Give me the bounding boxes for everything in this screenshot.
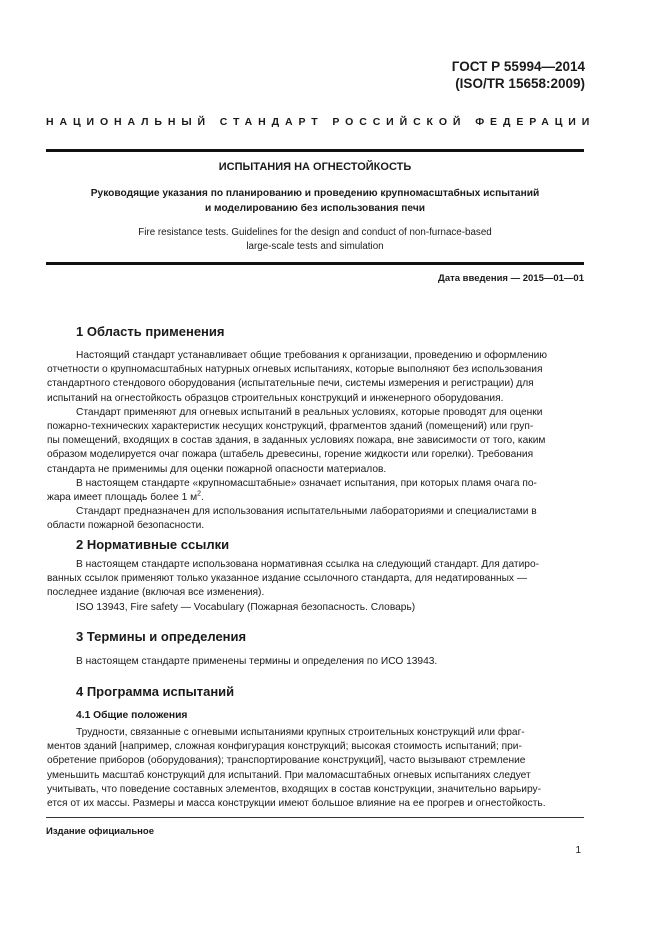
text-line: жара имеет площадь более 1 $м^2$. (47, 490, 204, 504)
text-line: области пожарной безопасности. (47, 520, 205, 532)
superscript: 2 (197, 490, 201, 498)
footer-rule (46, 817, 584, 818)
text-line: обретение приборов (оборудования); транспортирование конструкций], часто вызывают стремление (47, 755, 526, 767)
text-line: отчетности о крупномасштабных натурных огневых испытаниях, которые выполняют без использования (47, 364, 543, 376)
text-line: уменьшить масштаб конструкций для испытаний. При маломасштабных огневых испытаниях следует (47, 769, 531, 781)
english-title-line: Fire resistance tests. Guidelines for the design and conduct of non-furnace-based (138, 227, 492, 238)
text-line: В настоящем стандарте «крупномасштабные» означает испытания, при которых пламя очага по- (76, 477, 537, 489)
text-line: пожарно-технических характеристик несущих конструкций, фрагментов зданий (помещений) или груп- (47, 421, 534, 433)
text-line: стандарта не применимы для оценки пожарной опасности материалов. (47, 463, 387, 475)
standard-number-block (452, 58, 585, 92)
section-3-heading: 3 Термины и определения (76, 629, 247, 644)
subtitle-line: и моделированию без использования печи (204, 203, 426, 214)
english-title (46, 226, 584, 253)
text-line: ется от их массы. Размеры и масса конструкции имеют большое влияние на ее прогрев и огнестойкость. (47, 798, 546, 810)
text-line: стандартного стендового оборудования (испытательные печи, системы измерения и регистрации) для (47, 378, 534, 390)
text-line: пы помещений, входящих в состав здания, в заданных условиях пожара, вне зависимости от того, каким (47, 435, 546, 447)
subtitle-line: Руководящие указания по планированию и проведению крупномасштабных испытаний (90, 188, 540, 199)
text-line: образом моделируется очаг пожара (штабель древесины, горение жидкости или горелки). Требования (47, 449, 534, 461)
text-line: В настоящем стандарте использована нормативная ссылка на следующий стандарт. Для датиро- (76, 559, 540, 570)
english-title-line: large-scale tests and simulation (246, 240, 384, 252)
text-line: ванных ссылок применяют только указанное издание ссылочного стандарта, для недатированных — (47, 573, 528, 585)
top-rule (46, 149, 584, 152)
iso-number: (ISO/TR 15658:2009) (455, 76, 585, 91)
section-4-heading: 4 Программа испытаний (76, 684, 235, 699)
text-line: Трудности, связанные с огневыми испытаниями крупных строительных конструкций или фраг- (76, 727, 525, 738)
section-1-heading: 1 Область применения (76, 324, 225, 339)
text-line: испытаний на огнестойкость образцов строительных конструкций и инженерного оборудования. (47, 392, 504, 404)
section-3-body (76, 655, 584, 669)
text-line: Настоящий стандарт устанавливает общие требования к организации, проведению и оформлению (76, 350, 547, 361)
national-standard-banner: НАЦИОНАЛЬНЫЙ СТАНДАРТ РОССИЙСКОЙ ФЕДЕРАЦИИ (46, 116, 596, 128)
document-title: ИСПЫТАНИЯ НА ОГНЕСТОЙКОСТЬ (218, 161, 412, 173)
section-2-body (47, 558, 584, 615)
subsection-4-1-heading: 4.1 Общие положения (76, 710, 188, 721)
text-line: ментов зданий [например, сложная конфигурация конструкций; высокая стоимость испытаний; при- (47, 741, 522, 753)
official-edition-label: Издание официальное (46, 826, 154, 837)
text-line: последнее издание (включая все изменения). (47, 587, 265, 599)
document-subtitle (46, 186, 584, 216)
text-line: учитывать, что поведение составных элементов, входящих в состав конструкции, значительно варьиру- (47, 783, 542, 795)
section-4-body (47, 726, 584, 811)
text-line: В настоящем стандарте применены термины и определения по ИСО 13943. (76, 656, 438, 667)
section-2-heading: 2 Нормативные ссылки (76, 537, 230, 552)
bottom-rule (46, 262, 584, 265)
date-of-introduction: Дата введения — 2015—01—01 (438, 273, 584, 284)
page-number: 1 (575, 845, 581, 856)
text-line: Стандарт предназначен для использования испытательными лабораториями и специалистами в (76, 506, 537, 518)
standard-number: ГОСТ Р 55994—2014 (451, 59, 585, 74)
text-line: ISO 13943, Fire safety — Vocabulary (Пожарная безопасность. Словарь) (76, 601, 416, 613)
text-line: Стандарт применяют для огневых испытаний в реальных условиях, которые проводят для оценки (76, 406, 543, 418)
section-1-body (47, 349, 584, 534)
